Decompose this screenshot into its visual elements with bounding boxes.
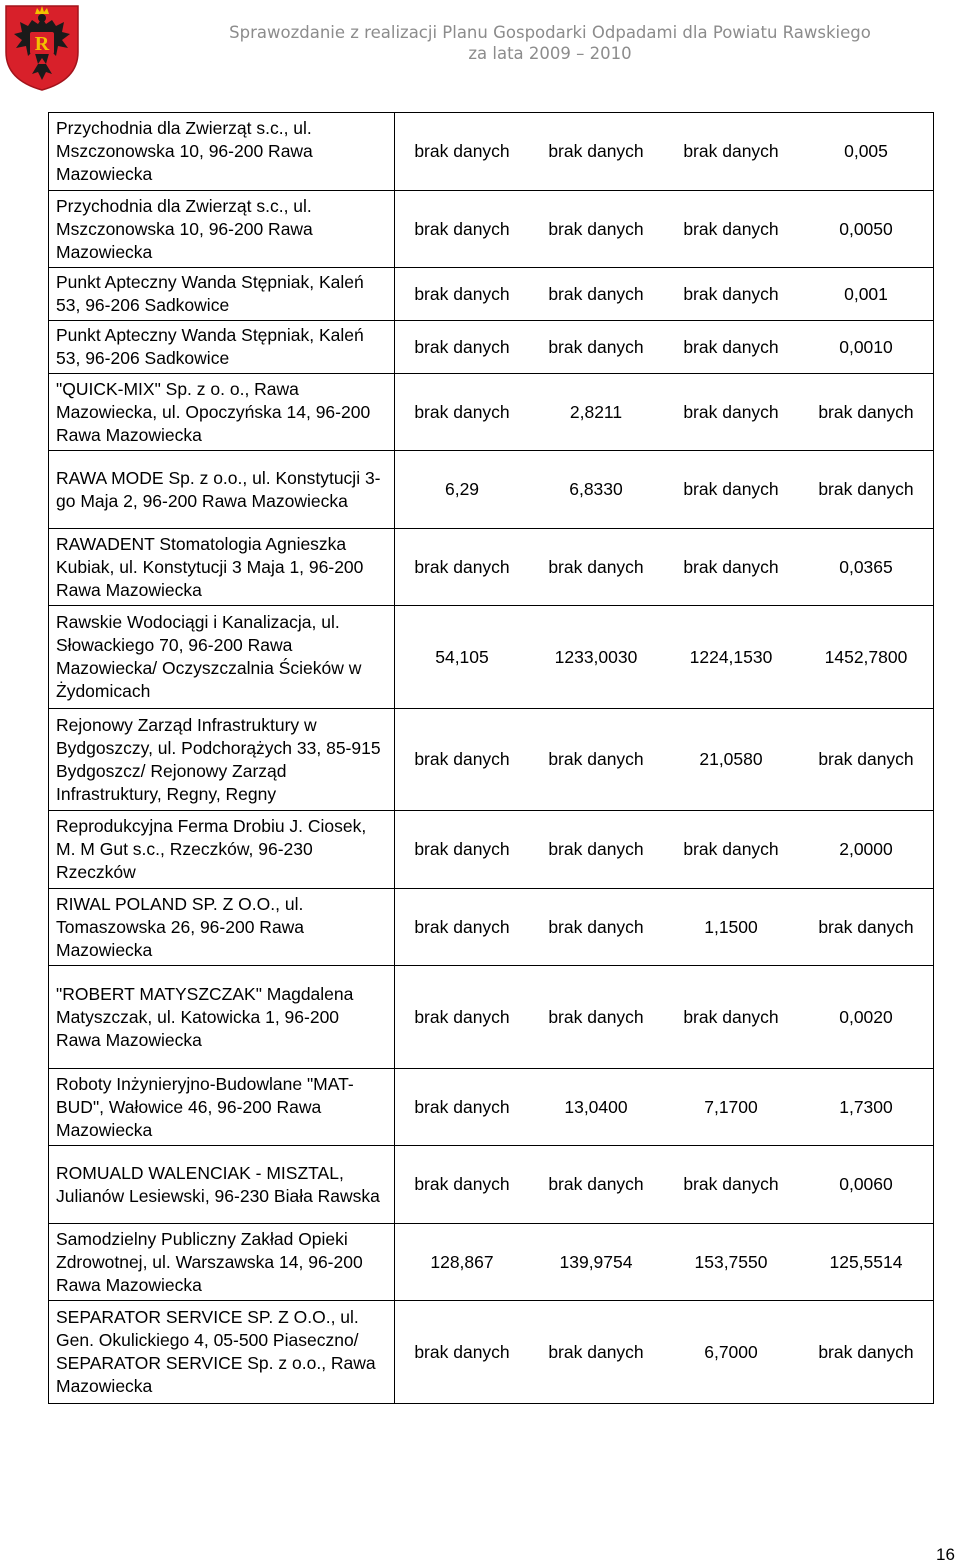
value-2: 2,8211 [569,401,623,422]
company-cell: Rejonowy Zarząd Infrastruktury w Bydgoszczy, ul. Podchorążych 33, 85-915 Bydgoszcz/ Rejonowy Zarząd Infrastruktury, Regny, Regny [49,709,395,811]
value-2: 139,9754 [559,1251,633,1272]
company-cell: RIWAL POLAND SP. Z O.O., ul. Tomaszowska 26, 96-200 Rawa Mazowiecka [49,889,395,966]
value-2: brak danych [548,218,644,239]
value-3: brak danych [683,283,779,304]
table-row [49,191,934,268]
values-cell [395,606,934,709]
values-cell [395,1069,934,1146]
values-cell [395,374,934,451]
company-cell: "QUICK-MIX" Sp. z o. o., Rawa Mazowiecka, ul. Opoczyńska 14, 96-200 Rawa Mazowiecka [49,374,395,451]
value-4: 1,7300 [839,1096,893,1117]
value-3: brak danych [683,218,779,239]
value-3: brak danych [683,556,779,577]
value-2: brak danych [548,556,644,577]
value-1: brak danych [414,1341,510,1362]
table-row [49,1301,934,1404]
values-cell [395,529,934,606]
table-row [49,709,934,811]
values-cell [395,1224,934,1301]
company-cell: Przychodnia dla Zwierząt s.c., ul. Mszczonowska 10, 96-200 Rawa Mazowiecka [49,113,395,191]
value-3: brak danych [683,1174,779,1194]
company-cell: "ROBERT MATYSZCZAK" Magdalena Matyszczak, ul. Katowicka 1, 96-200 Rawa Mazowiecka [49,966,395,1069]
value-3: 21,0580 [699,749,763,769]
value-1: 6,29 [444,479,480,499]
company-cell: Punkt Apteczny Wanda Stępniak, Kaleń 53, 96-206 Sadkowice [49,321,395,374]
company-cell: Reprodukcyjna Ferma Drobiu J. Ciosek, M. M Gut s.c., Rzeczków, 96-230 Rzeczków [49,811,395,889]
value-4: 0,005 [844,141,888,161]
table-row [49,889,934,966]
value-4: 0,0365 [839,556,893,577]
values-cell [395,889,934,966]
value-1: brak danych [414,218,510,239]
value-4: brak danych [818,1341,914,1362]
values-cell [395,268,934,321]
values-cell [395,1301,934,1404]
company-cell: Rawskie Wodociągi i Kanalizacja, ul. Słowackiego 70, 96-200 Rawa Mazowiecka/ Oczyszczalnia Ścieków w Żydomicach [49,606,395,709]
company-cell: Przychodnia dla Zwierząt s.c., ul. Mszczonowska 10, 96-200 Rawa Mazowiecka [49,191,395,268]
value-2: brak danych [548,1006,644,1027]
value-2: brak danych [548,749,644,769]
value-3: 7,1700 [704,1096,758,1117]
company-cell: ROMUALD WALENCIAK - MISZTAL, Julianów Lesiewski, 96-230 Biała Rawska [49,1146,395,1224]
value-3: 153,7550 [694,1251,768,1272]
value-1: brak danych [414,401,510,422]
value-1: brak danych [414,1006,510,1027]
crest-letter: R [34,33,50,55]
table-row [49,606,934,709]
value-2: brak danych [548,1341,644,1362]
value-1: brak danych [414,283,510,304]
value-4: 0,0020 [839,1006,893,1027]
company-cell: SEPARATOR SERVICE SP. Z O.O., ul. Gen. Okulickiego 4, 05-500 Piaseczno/ SEPARATOR SERVICE Sp. z o.o., Rawa Mazowiecka [49,1301,395,1404]
value-3: brak danych [683,336,779,357]
value-4: 0,0050 [839,218,893,239]
value-1: brak danych [414,749,510,769]
value-2: brak danych [548,1174,644,1194]
value-4: 2,0000 [839,839,893,859]
table-row [49,374,934,451]
company-cell: RAWADENT Stomatologia Agnieszka Kubiak, ul. Konstytucji 3 Maja 1, 96-200 Rawa Mazowiecka [49,529,395,606]
table-row [49,529,934,606]
value-2: brak danych [548,336,644,357]
values-cell [395,709,934,811]
value-2: brak danych [548,839,644,859]
page-number: 16 [936,1545,955,1564]
company-cell: Punkt Apteczny Wanda Stępniak, Kaleń 53, 96-206 Sadkowice [49,268,395,321]
company-cell: Samodzielny Publiczny Zakład Opieki Zdrowotnej, ul. Warszawska 14, 96-200 Rawa Mazowiecka [49,1224,395,1301]
value-1: brak danych [414,1096,510,1117]
values-cell [395,966,934,1069]
value-2: 13,0400 [564,1096,628,1117]
value-1: 54,105 [435,646,489,667]
value-4: brak danych [818,749,914,769]
value-3: brak danych [683,479,779,499]
value-1: brak danych [414,141,510,161]
value-4: 1452,7800 [824,646,908,667]
values-cell [395,1146,934,1224]
value-1: brak danych [414,556,510,577]
value-3: brak danych [683,839,779,859]
report-title-line-2: za lata 2009 – 2010 [468,44,632,63]
report-header [150,22,950,64]
value-1: brak danych [414,1174,510,1194]
value-4: 125,5514 [829,1251,903,1272]
value-4: 0,001 [844,283,888,304]
value-2: 6,8330 [569,479,623,499]
values-cell [395,113,934,191]
value-2: brak danych [548,141,644,161]
values-cell [395,451,934,529]
value-1: brak danych [414,839,510,859]
value-1: brak danych [414,336,510,357]
company-cell: RAWA MODE Sp. z o.o., ul. Konstytucji 3-go Maja 2, 96-200 Rawa Mazowiecka [49,451,395,529]
value-1: 128,867 [430,1251,494,1272]
table-row [49,1069,934,1146]
value-3: brak danych [683,141,779,161]
value-2: 1233,0030 [554,646,638,667]
value-4: 0,0060 [839,1174,893,1194]
powiat-crest-logo [2,2,82,92]
table-row [49,268,934,321]
table-row [49,321,934,374]
table-row [49,451,934,529]
value-3: 6,7000 [704,1341,758,1362]
table-row [49,1224,934,1301]
value-3: brak danych [683,401,779,422]
values-cell [395,321,934,374]
table-row [49,1146,934,1224]
values-cell [395,811,934,889]
table-row [49,113,934,191]
table-row [49,966,934,1069]
company-cell: Roboty Inżynieryjno-Budowlane "MAT-BUD", Wałowice 46, 96-200 Rawa Mazowiecka [49,1069,395,1146]
value-4: brak danych [818,479,914,499]
report-title-line-1: Sprawozdanie z realizacji Planu Gospodarki Odpadami dla Powiatu Rawskiego [229,23,871,42]
value-4: brak danych [818,401,914,422]
values-cell [395,191,934,268]
value-3: brak danych [683,1006,779,1027]
value-4: brak danych [818,916,914,937]
value-2: brak danych [548,283,644,304]
value-4: 0,0010 [839,336,893,357]
value-1: brak danych [414,916,510,937]
value-2: brak danych [548,916,644,937]
table-row [49,811,934,889]
value-3: 1224,1530 [689,646,773,667]
waste-data-table [48,112,934,1404]
value-3: 1,1500 [704,916,758,937]
